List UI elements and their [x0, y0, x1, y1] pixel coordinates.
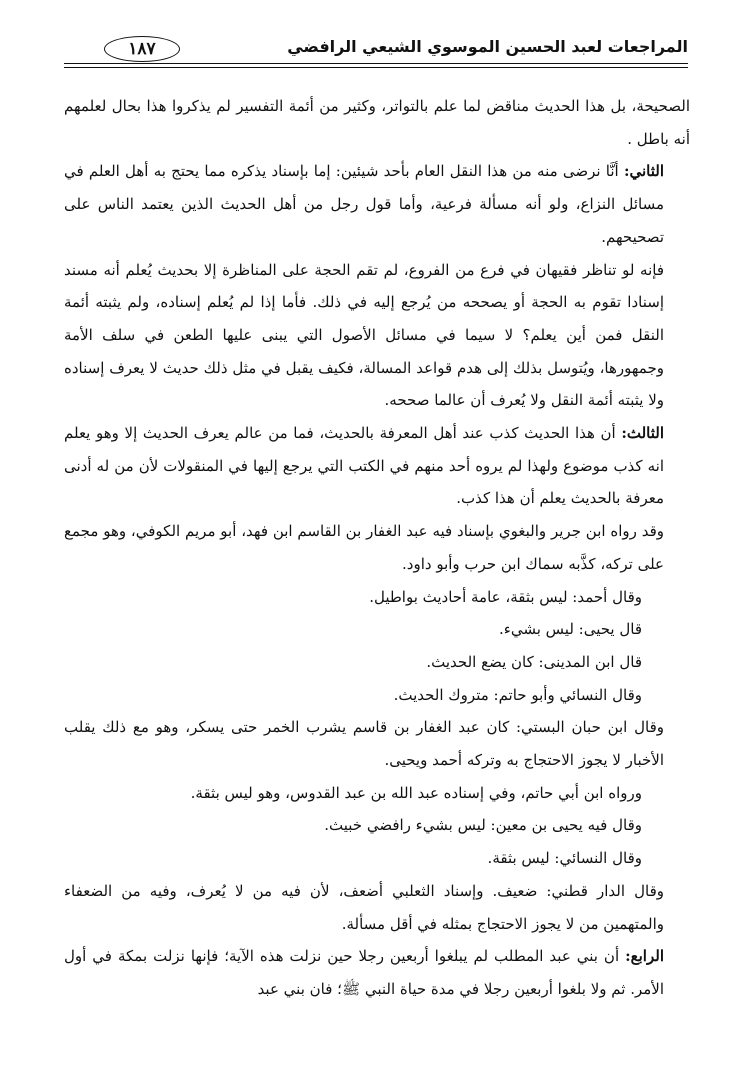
paragraph-2: فإنه لو تناظر فقيهان في فرع من الفروع، لم تقم الحجة على المناظرة إلا بحديث يُعلم أنه مسند إسنادا تقوم به الحجة أو يصححه من يُرجع إليه في ذلك. فأما إذا لم يُعلم إسناده، ولم يثبته أئمة النقل فمن أين يعلم؟ لا سيما في مسائل الأصول التي يبنى عليها الطعن في سلف الأمة وجمهورها، ويُتوسل بذلك إلى هدم قواعد المسالة، فكيف يقبل في مثل ذلك حديث لا يعرف إسناده ولا يثبته أئمة النقل ولا يُعرف أن عالما صححه.: [64, 260, 664, 410]
paragraph-14: الرابع: أن بني عبد المطلب لم يبلغوا أربعين رجلا حين نزلت هذه الآية؛ فإنها نزلت بمكة في أول الأمر. ثم ولا بلغوا أربعين رجلا في مدة حياة النبي ﷺ؛ فان بني عبد: [64, 947, 664, 998]
point-label: الثالث:: [621, 424, 664, 443]
paragraph-5: وقال أحمد: ليس بثقة، عامة أحاديث بواطيل.: [369, 587, 642, 606]
body-text: [64, 90, 690, 1006]
paragraph-3: الثالث: أن هذا الحديث كذب عند أهل المعرفة بالحديث، فما من عالم يعرف الحديث إلا وهو يعلم انه كذب موضوع ولهذا لم يروه أحد منهم في الكتب التي يرجع إليها في المنقولات لأن من له أدنى معرفة بالحديث يعلم أن هذا كذب.: [64, 424, 664, 508]
paragraph-8: وقال النسائي وأبو حاتم: متروك الحديث.: [393, 685, 642, 704]
paragraph-7: قال ابن المدينى: كان يضع الحديث.: [426, 652, 642, 671]
paragraph-13: وقال الدار قطني: ضعيف. وإسناد الثعلبي أضعف، لأن فيه من لا يُعرف، وفيه من الضعفاء والمتهمين من لا يجوز الاحتجاج بمثله في أقل مسألة.: [64, 881, 664, 933]
point-label: الثاني:: [623, 162, 664, 181]
paragraph-11: وقال فيه يحيى بن معين: ليس بشيء رافضي خبيث.: [324, 816, 642, 835]
paragraph-6: قال يحيى: ليس بشيء.: [499, 620, 642, 639]
header-title: المراجعات لعبد الحسين الموسوي الشيعي الرافضي: [287, 37, 688, 56]
paragraph-10: ورواه ابن أبي حاتم، وفي إسناده عبد الله بن عبد القدوس، وهو ليس بثقة.: [190, 783, 642, 802]
paragraph-12: وقال النسائي: ليس بثقة.: [487, 849, 642, 868]
running-header: [64, 36, 688, 70]
paragraph-0: الصحيحة، بل هذا الحديث مناقض لما علم بالتواتر، وكثير من أئمة التفسير لم يذكروا هذا بحال لعلمهم أنه باطل .: [64, 97, 690, 148]
paragraph-9: وقال ابن حبان البستي: كان عبد الغفار بن قاسم يشرب الخمر حتى يسكر، وهو مع ذلك يقلب الأخبار لا يجوز الاحتجاج به وتركه أحمد ويحيى.: [64, 718, 664, 770]
point-label: الرابع:: [625, 947, 664, 966]
paragraph-1: الثاني: أنَّا نرضى منه من هذا النقل العام بأحد شيئين: إما بإسناد يذكره مما يحتج به أهل العلم في مسائل النزاع، ولو أنه مسألة فرعية، وأما قول رجل من أهل الحديث الذين يعتمد الناس على تصحيحهم.: [64, 162, 664, 246]
header-rule-top: [64, 63, 688, 64]
header-rule-bottom: [64, 67, 688, 68]
page-number: ١٨٧: [104, 36, 180, 62]
paragraph-4: وقد رواه ابن جرير والبغوي بإسناد فيه عبد الغفار بن القاسم ابن فهد، أبو مريم الكوفي، وهو مجمع على تركه، كذَّبه سماك ابن حرب وأبو داود.: [64, 522, 664, 573]
